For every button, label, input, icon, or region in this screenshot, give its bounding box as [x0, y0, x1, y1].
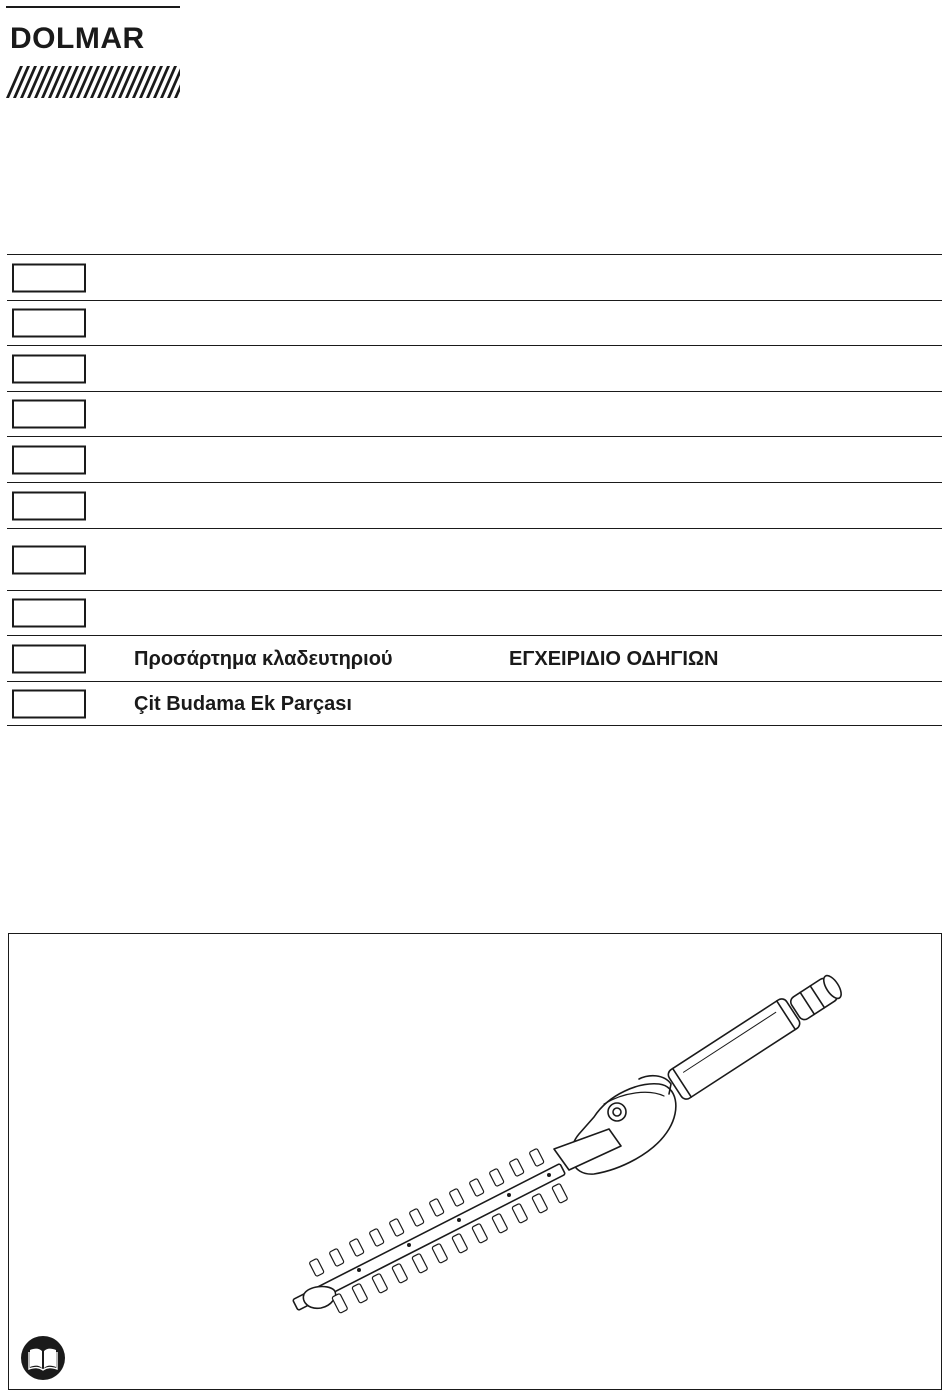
language-row — [7, 635, 942, 681]
brand-name: DOLMAR — [10, 22, 145, 55]
document-type: ΕΓΧΕΙΡΙΔΙΟ ΟΔΗΓΙΩΝ — [509, 647, 719, 670]
language-code-box — [12, 445, 86, 474]
language-code-box — [12, 545, 86, 574]
language-row — [7, 254, 942, 300]
language-row — [7, 345, 942, 391]
language-row — [7, 300, 942, 345]
language-code-box — [12, 400, 86, 429]
product-title: Çit Budama Ek Parçası — [134, 692, 352, 715]
language-code-box — [12, 309, 86, 338]
language-row — [7, 590, 942, 635]
product-illustration-frame — [8, 933, 942, 1390]
logo-stripes-graphic — [6, 66, 180, 98]
language-code-box — [12, 491, 86, 520]
brand-logo — [6, 6, 180, 96]
language-code-box — [12, 354, 86, 383]
hedge-trimmer-illustration — [9, 934, 941, 1389]
language-row — [7, 528, 942, 590]
language-row — [7, 482, 942, 528]
language-code-box — [12, 689, 86, 718]
language-table — [7, 254, 942, 726]
language-code-box — [12, 644, 86, 673]
language-row — [7, 436, 942, 482]
language-row — [7, 391, 942, 436]
product-title: Προσάρτημα κλαδευτηριού — [134, 647, 393, 670]
logo-top-rule — [6, 6, 180, 8]
language-row — [7, 681, 942, 726]
language-code-box — [12, 263, 86, 292]
language-code-box — [12, 599, 86, 628]
read-manual-icon — [21, 1336, 65, 1380]
